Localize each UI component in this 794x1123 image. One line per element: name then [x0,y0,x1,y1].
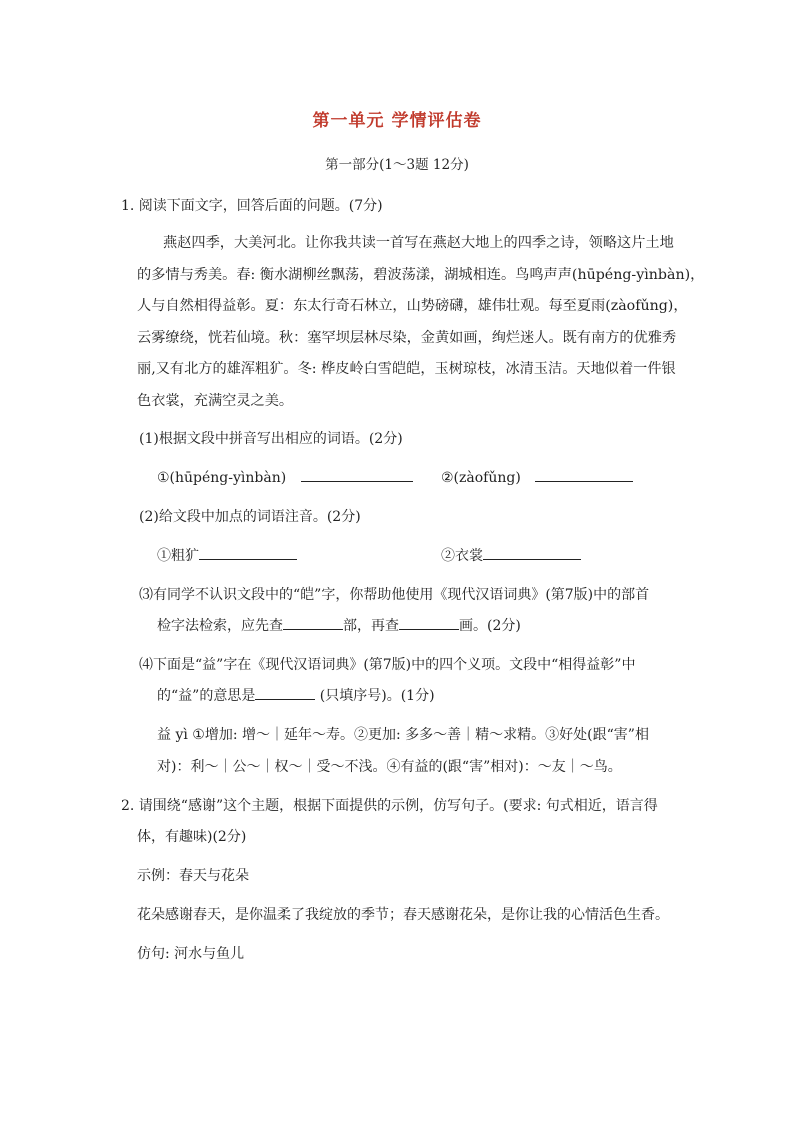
passage-line: 燕赵四季，大美河北。让你我共读一首写在燕赵大地上的四季之诗，领略这片土地 [163,235,674,251]
text-segment: 的“益”的意思是 [157,688,256,704]
example-label: 示例：春天与花朵 [137,868,249,884]
text-segment: (只填序号)。(1分) [315,688,435,704]
dictionary-definition-line-1: 益 yì ①增加: 增～｜延年～寿。②更加: 多多～善｜精～求精。③好处(跟“害”相 [157,727,649,743]
example-text: 花朵感谢春天，是你温柔了我绽放的季节；春天感谢花朵，是你让我的心情活色生香。 [137,907,669,923]
text-segment: 检字法检索，应先查 [157,618,283,634]
answer-blank[interactable] [483,545,581,560]
sub-question-2-item-b [441,545,581,565]
dictionary-definition-line-2: 对)：利～｜公～｜权～｜受～不浅。④有益的(跟“害”相对)：～友｜～鸟。 [157,759,622,775]
page-title: 第一单元 学情评估卷 [312,111,482,131]
imitation-prompt: 仿句: 河水与鱼儿 [137,946,245,962]
sub-question-3-line-2 [157,615,521,635]
item-label: ①(hūpéng-yìnbàn) [157,470,287,486]
passage-line: 人与自然相得益彰。夏：东太行奇石林立，山势磅礴，雄伟壮观。每至夏雨(zàofǔng)， [137,298,688,314]
answer-blank[interactable] [301,467,413,482]
section-subtitle: 第一部分(1～3题 12分) [325,157,469,173]
sub-question-1-stem: (1)根据文段中拼音写出相应的词语。(2分) [139,431,403,447]
sub-question-1-item-a [157,467,413,486]
text-segment: 画。(2分) [459,618,521,634]
passage-line: 丽,又有北方的雄浑粗犷。冬: 桦皮岭白雪皑皑，玉树琼枝，冰清玉洁。天地似着一件银 [137,361,676,377]
passage-line: 的多情与秀美。春: 衡水湖柳丝飘荡，碧波荡漾，湖城相连。鸟鸣声声(hūpéng-yìnbàn)， [137,266,705,283]
question-2-stem-line-1: 2. 请围绕“感谢”这个主题，根据下面提供的示例，仿写句子。(要求: 句式相近，语言得 [121,798,658,814]
sub-question-3-line-1: ⑶有同学不认识文段中的“皑”字，你帮助他使用《现代汉语词典》(第7版)中的部首 [139,587,650,603]
sub-question-2-item-a [157,545,297,565]
answer-blank-radical[interactable] [283,615,343,630]
answer-blank-strokes[interactable] [399,615,459,630]
sub-question-2-stem: (2)给文段中加点的词语注音。(2分) [139,509,361,525]
text-segment: 部，再查 [343,618,399,634]
item-label: ②衣裳 [441,548,483,564]
item-label: ①粗犷 [157,548,199,564]
question-2-stem-line-2: 体，有趣味)(2分) [137,829,247,845]
item-label: ②(zàofǔng) [441,470,521,486]
sub-question-4-line-1: ⑷下面是“益”字在《现代汉语词典》(第7版)中的四个义项。文段中“相得益彰”中 [139,657,636,673]
passage-line: 色衣裳，充满空灵之美。 [137,392,294,409]
answer-blank[interactable] [535,467,633,482]
answer-blank[interactable] [255,685,315,700]
sub-question-1-item-b [441,467,633,486]
answer-blank[interactable] [199,545,297,560]
reading-passage [137,228,704,417]
passage-line: 云雾缭绕，恍若仙境。秋：塞罕坝层林尽染，金黄如画，绚烂迷人。既有南方的优雅秀 [137,329,677,346]
sub-question-4-line-2 [157,685,435,705]
question-1-stem: 1. 阅读下面文字，回答后面的问题。(7分) [121,198,383,214]
